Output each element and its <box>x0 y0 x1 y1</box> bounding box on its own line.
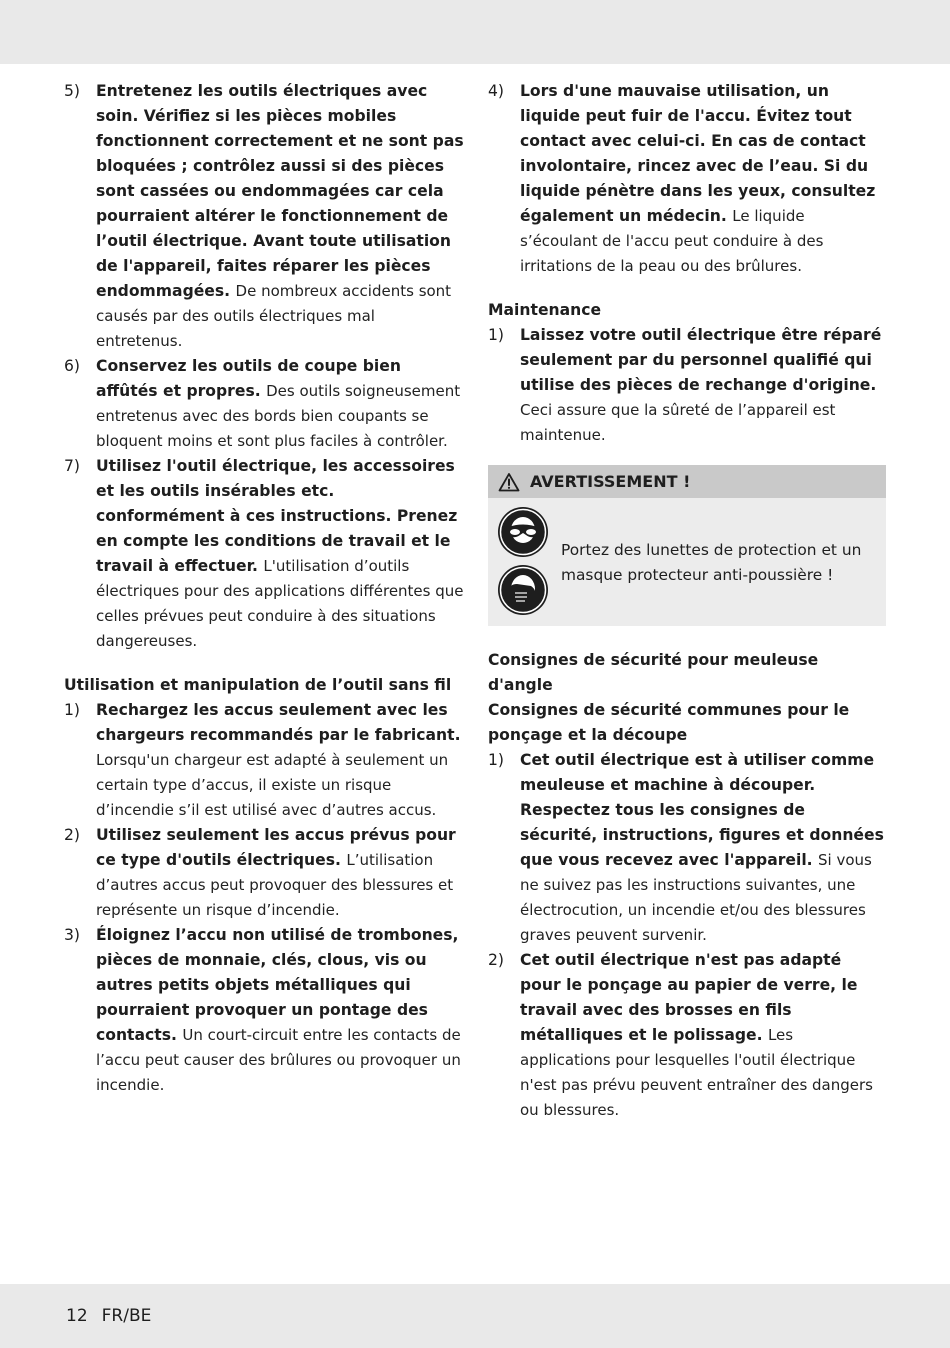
warning-title: AVERTISSEMENT ! <box>530 472 691 491</box>
item-number: 3) <box>64 926 81 944</box>
item-text: L'utilisation d’outils électriques pour des applications différentes que celles prévues peut conduire à des situations dangereuses. <box>96 557 464 650</box>
item-bold-text: Entretenez les outils électriques avec soin. Vérifiez si les pièces mobiles fonctionnent correctement et ne sont pas bloquées ; contrôlez aussi si des pièces sont cassées ou endommagées car cela pourraient altérer le fonctionnement de l’outil électrique. Avant toute utilisation de l'appareil, faites réparer les pièces endommagées. <box>96 82 464 300</box>
list-item <box>64 354 464 454</box>
list-item <box>488 323 886 448</box>
item-bold-text: Cet outil électrique est à utiliser comme meuleuse et machine à découper. Respectez tous les consignes de sécurité, instructions, figures et données que vous recevez avec l'appareil. <box>520 751 884 869</box>
dust-mask-icon <box>497 564 549 616</box>
spacer <box>64 654 464 673</box>
header-band <box>0 0 950 64</box>
list-item <box>64 79 464 354</box>
list-item <box>64 698 464 823</box>
item-text: Le liquide s’écoulant de l'accu peut conduire à des irritations de la peau ou des brûlures. <box>520 207 824 275</box>
item-text: Un court-circuit entre les contacts de l’accu peut causer des brûlures ou provoquer un incendie. <box>96 1026 461 1094</box>
section-heading: Maintenance <box>488 301 602 319</box>
item-bold-text: Éloignez l’accu non utilisé de trombones, pièces de monnaie, clés, clous, vis ou autres petits objets métalliques qui pourraient provoquer un pontage des contacts. <box>96 926 459 1044</box>
page-locale: FR/BE <box>101 1306 152 1326</box>
item-text: De nombreux accidents sont causés par des outils électriques mal entretenus. <box>96 282 452 350</box>
warning-body <box>488 498 886 626</box>
section-heading: Consignes de sécurité pour meuleuse d'angle <box>488 651 819 694</box>
list-item <box>488 79 886 279</box>
item-bold-text: Laissez votre outil électrique être réparé seulement par du personnel qualifié qui utilise des pièces de rechange d'origine. <box>520 326 882 394</box>
warning-icons <box>497 506 549 622</box>
safety-goggles-icon <box>497 506 549 558</box>
item-bold-text: Conservez les outils de coupe bien affûtés et propres. <box>96 357 401 400</box>
warning-triangle-icon <box>498 472 520 492</box>
item-number: 2) <box>488 951 505 969</box>
item-bold-text: Cet outil électrique n'est pas adapté pour le ponçage au papier de verre, le travail avec des brosses en fils métalliques et le polissage. <box>520 951 858 1044</box>
item-number: 1) <box>64 701 81 719</box>
item-number: 1) <box>488 751 505 769</box>
right-column <box>488 79 886 1123</box>
item-number: 7) <box>64 457 81 475</box>
left-column <box>64 79 464 1098</box>
spacer <box>488 279 886 298</box>
item-bold-text: Utilisez seulement les accus prévus pour ce type d'outils électriques. <box>96 826 456 869</box>
item-bold-text: Utilisez l'outil électrique, les accessoires et les outils insérables etc. conformément à ces instructions. Prenez en compte les conditions de travail et le travail à effectuer. <box>96 457 458 575</box>
footer <box>0 1284 950 1348</box>
item-number: 1) <box>488 326 505 344</box>
item-text: Si vous ne suivez pas les instructions suivantes, une électrocution, un incendie et/ou des blessures graves peuvent survenir. <box>520 851 872 944</box>
list-item <box>488 948 886 1123</box>
item-text: Des outils soigneusement entretenus avec des bords bien coupants se bloquent moins et sont plus faciles à contrôler. <box>96 382 461 450</box>
spacer <box>488 626 886 648</box>
warning-text: Portez des lunettes de protection et un masque protecteur anti-poussière ! <box>561 541 862 584</box>
warning-header <box>488 465 886 498</box>
section-heading: Consignes de sécurité communes pour le ponçage et la découpe <box>488 701 850 744</box>
list-item <box>64 923 464 1098</box>
section-heading: Utilisation et manipulation de l’outil sans fil <box>64 676 452 694</box>
list-item <box>64 454 464 654</box>
item-number: 5) <box>64 82 81 100</box>
item-number: 4) <box>488 82 505 100</box>
item-bold-text: Lors d'une mauvaise utilisation, un liquide peut fuir de l'accu. Évitez tout contact avec celui-ci. En cas de contact involontaire, rincez avec de l’eau. Si du liquide pénètre dans les yeux, consultez également un médecin. <box>520 82 876 225</box>
item-text: Les applications pour lesquelles l'outil électrique n'est pas prévu peuvent entraîner des dangers ou blessures. <box>520 1026 873 1119</box>
page-number: 12 <box>66 1306 88 1326</box>
item-number: 6) <box>64 357 81 375</box>
item-number: 2) <box>64 826 81 844</box>
item-text: Ceci assure que la sûreté de l’appareil est maintenue. <box>520 401 836 444</box>
item-text: L’utilisation d’autres accus peut provoquer des blessures et représente un risque d’incendie. <box>96 851 454 919</box>
list-item <box>64 823 464 923</box>
list-item <box>488 748 886 948</box>
page-number-label <box>66 1306 165 1326</box>
warning-box <box>488 465 886 626</box>
item-text: Lorsqu'un chargeur est adapté à seulement un certain type d’accus, il existe un risque d’incendie s’il est utilisé avec d’autres accus. <box>96 751 449 819</box>
item-bold-text: Rechargez les accus seulement avec les chargeurs recommandés par le fabricant. <box>96 701 461 744</box>
